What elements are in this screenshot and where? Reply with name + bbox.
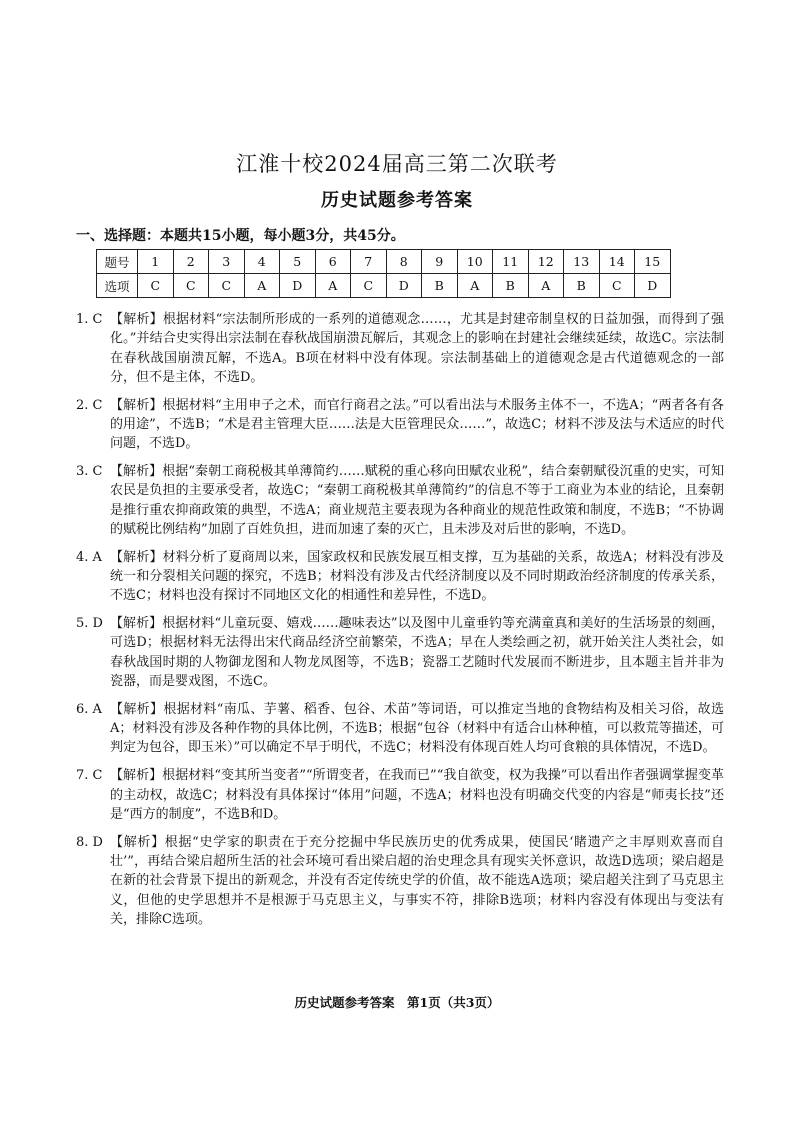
answer-cell: A <box>244 274 280 298</box>
item-number: 8. D <box>76 834 103 850</box>
answer-cell: C <box>599 274 635 298</box>
explanation-item <box>76 310 724 387</box>
explanation-item <box>76 766 724 824</box>
page-subtitle: 历史试题参考答案 <box>321 190 473 211</box>
item-number: 3. C <box>76 464 103 480</box>
number-row-label: 题号 <box>97 250 138 274</box>
explanation-item <box>76 396 724 454</box>
explanation-item <box>76 462 724 539</box>
question-number-cell: 3 <box>209 250 245 274</box>
question-number-cell: 1 <box>138 250 174 274</box>
question-number-cell: 14 <box>599 250 635 274</box>
item-text: 【解析】根据材料“南瓜、芋薯、稻香、包谷、术苗”等词语，可以推定当地的食物结构及相关习俗，故选A；材料没有涉及各种作物的具体比例，不选B；根据“包谷（材料中有适合山林种植，可以救荒等描述，可判定为包谷，即玉米）”可以确定不早于明代，不选C；材料没有体现百姓人均可食粮的具体情况，不选D。 <box>110 701 724 756</box>
question-number-cell: 10 <box>457 250 493 274</box>
answer-cell: B <box>422 274 458 298</box>
question-number-cell: 8 <box>386 250 422 274</box>
answer-cell: D <box>635 274 671 298</box>
answer-cell: A <box>457 274 493 298</box>
page-title: 江淮十校2024届高三第二次联考 <box>236 152 558 176</box>
item-number: 5. D <box>76 616 103 632</box>
item-text: 【解析】根据材料“儿童玩耍、嬉戏……趣味表达”以及图中儿童垂钓等充满童真和美好的生活场景的刻画，可选D；根据材料无法得出宋代商品经济空前繁荣，不选A；早在人类绘画之初，就开始关注人类社会，如春秋战国时期的人物御龙图和人物龙凤图等，不选B；瓷器工艺随时代发展而不断进步，且本题主旨并非为瓷器，而是婴戏图，不选C。 <box>110 616 724 690</box>
item-text: 【解析】根据材料“变其所当变者”“所谓变者，在我而已”“我自欲变，权为我操”可以看出作者强调掌握变革的主动权，故选C；材料没有具体探讨“体用”问题，不选A；材料也没有明确交代变的内容是“师夷长技”还是“西方的制度”，不选B和D。 <box>110 768 724 822</box>
answer-table-number-row <box>97 250 671 274</box>
answer-cell: B <box>493 274 529 298</box>
explanation-item <box>76 614 724 691</box>
answer-cell: C <box>351 274 387 298</box>
answer-table-answer-row <box>97 274 671 298</box>
answer-table <box>96 249 671 298</box>
answer-cell: C <box>138 274 174 298</box>
explanation-list <box>76 310 724 938</box>
answer-cell: A <box>528 274 564 298</box>
item-number: 2. C <box>76 397 103 413</box>
question-number-cell: 15 <box>635 250 671 274</box>
question-number-cell: 12 <box>528 250 564 274</box>
item-text: 【解析】根据“秦朝工商税极其单薄简约……赋税的重心移向田赋农业税”，结合秦朝赋役沉重的史实，可知农民是负担的主要承受者，故选C；“秦朝工商税极其单薄简约”的信息不等于工商业为本业的结论，且秦朝是推行重农抑商政策的典型，不选A；商业规范主要表现为各种商业的规范性政策和制度，不选B；“不协调的赋税比例结构”加剧了百姓负担，进而加速了秦的灭亡，且未涉及对后世的影响，不选D。 <box>110 464 724 537</box>
answer-cell: C <box>209 274 245 298</box>
item-text: 【解析】根据材料“主用申子之术，而官行商君之法。”可以看出法与术服务主体不一，不选A；“两者各有各的用途”，不选B；“术是君主管理大臣……法是大臣管理民众……”，故选C；材料不涉及法与术适应的时代问题，不选D。 <box>110 397 724 452</box>
item-text: 【解析】材料分析了夏商周以来，国家政权和民族发展互相支撑，互为基础的关系，故选A；材料没有涉及统一和分裂相关问题的探究，不选B；材料没有涉及古代经济制度以及不同时期政治经济制度的传承关系，不选C；材料也没有探讨不同地区文化的相通性和差异性，不选D。 <box>110 549 724 604</box>
item-text: 【解析】根据材料“宗法制所形成的一系列的道德观念……，尤其是封建帝制皇权的日益加强，而得到了强化。”并结合史实得出宗法制在春秋战国崩溃瓦解后，其观念上的影响在封建社会继续延续，故选C。宗法制在春秋战国崩溃瓦解，不选A。B项在材料中没有体现。宗法制基础上的道德观念是古代道德观念的一部分，但不是主体，不选D。 <box>110 312 724 385</box>
explanation-item <box>76 548 724 606</box>
question-number-cell: 9 <box>422 250 458 274</box>
explanation-item <box>76 700 724 758</box>
answer-cell: A <box>315 274 351 298</box>
explanation-item <box>76 833 724 929</box>
question-number-cell: 6 <box>315 250 351 274</box>
question-number-cell: 4 <box>244 250 280 274</box>
answer-cell: C <box>173 274 209 298</box>
answer-cell: D <box>386 274 422 298</box>
item-text: 【解析】根据“史学家的职责在于充分挖掘中华民族历史的优秀成果，使国民‘睹遗产之丰厚则欢喜而自壮’”，再结合梁启超所生活的社会环境可看出梁启超的治史理念具有现实关怀意识，故选D选项；梁启超是在新的社会背景下提出的新观念，并没有否定传统史学的价值，故不能选A选项；梁启超关注到了马克思主义，但他的史学思想并不是根源于马克思主义，与事实不符，排除B选项；材料内容没有体现出与变法有关，排除C选项。 <box>110 834 724 927</box>
section-heading: 一、选择题：本题共15小题，每小题3分，共45分。 <box>76 228 405 244</box>
item-number: 6. A <box>76 701 102 717</box>
answer-row-label: 选项 <box>97 274 138 298</box>
question-number-cell: 2 <box>173 250 209 274</box>
answer-cell: D <box>280 274 316 298</box>
item-number: 4. A <box>76 549 102 565</box>
item-number: 7. C <box>76 768 103 784</box>
question-number-cell: 7 <box>351 250 387 274</box>
item-number: 1. C <box>76 312 103 327</box>
answer-cell: B <box>564 274 600 298</box>
question-number-cell: 5 <box>280 250 316 274</box>
question-number-cell: 11 <box>493 250 529 274</box>
page-footer: 历史试题参考答案 第1页（共3页） <box>294 995 500 1010</box>
question-number-cell: 13 <box>564 250 600 274</box>
